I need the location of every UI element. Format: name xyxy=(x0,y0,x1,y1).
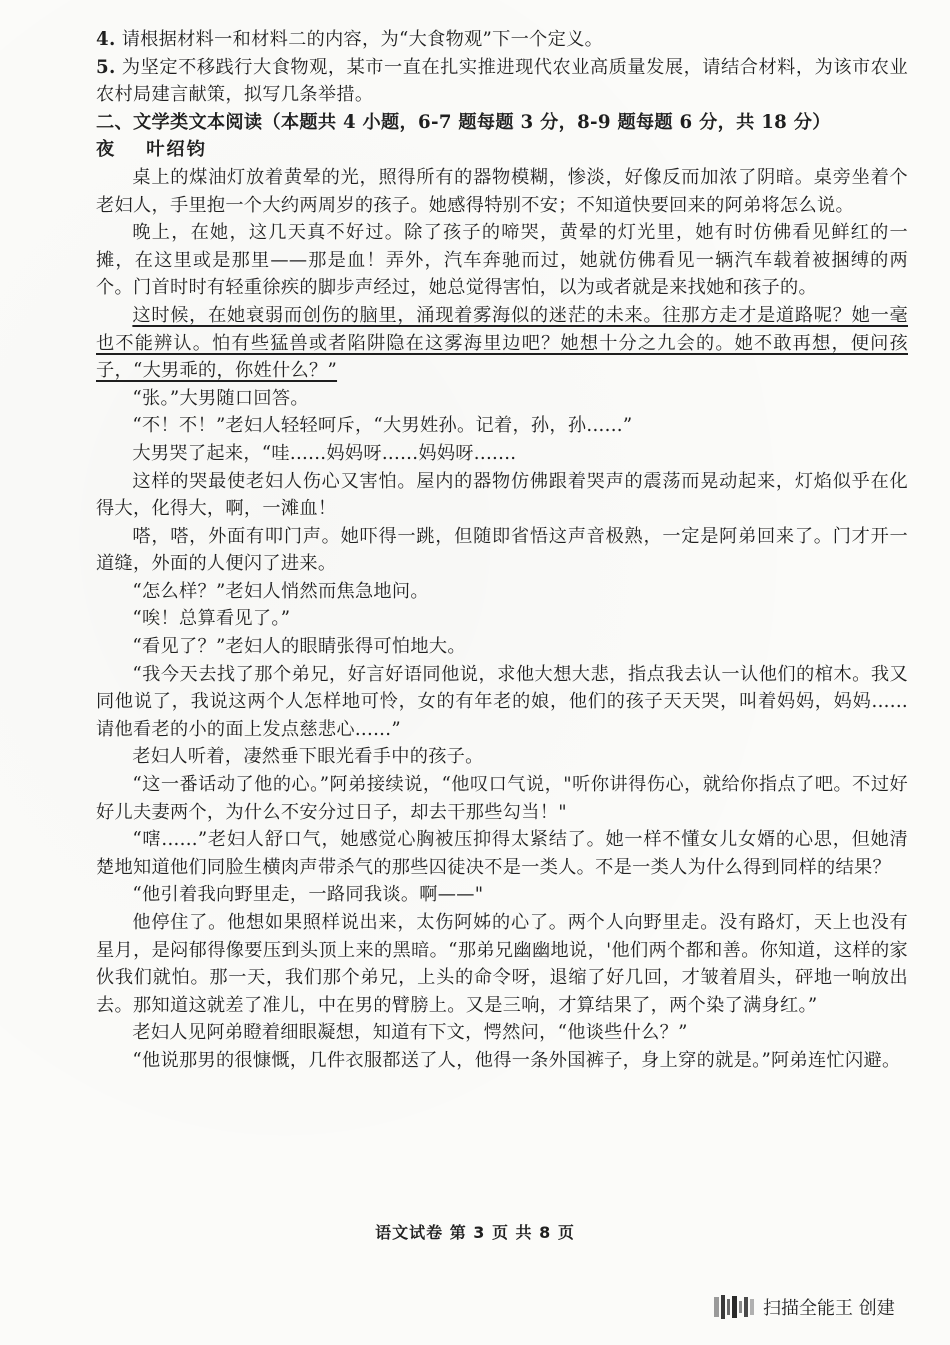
watermark-text: 扫描全能王 创建 xyxy=(763,1298,895,1319)
question-5-text: 为坚定不移践行大食物观，某市一直在扎实推进现代农业高质量发展，请结合材料，为该市农业农村局建言献策，拟写几条举措。 xyxy=(96,56,908,106)
story-paragraph-11: “看见了？”老妇人的眼睛张得可怕地大。 xyxy=(132,636,466,658)
camscanner-logo-icon xyxy=(713,1293,755,1321)
story-paragraph-15: “嗐......”老妇人舒口气，她感觉心胸被压抑得太紧结了。她一样不懂女儿女婿的心思，但她清楚地知道他们同脸生横肉声带杀气的那些囚徒决不是一类人。不是一类人为什么得到同样的结果？ xyxy=(96,829,908,878)
story-paragraph-14: “这一番话动了他的心。”阿弟接续说，“他叹口气说，"听你讲得伤心，就给你指点了吧。不过好好儿夫妻两个，为什么不安分过日子，却去干那些勾当！" xyxy=(96,774,908,823)
question-5-number: 5. xyxy=(96,56,116,78)
page-footer: 语文试卷 第 3 页 共 8 页 xyxy=(375,1223,575,1242)
story-paragraph-13: 老妇人听着，凄然垂下眼光看手中的孩子。 xyxy=(132,746,484,768)
story-title: 夜 xyxy=(96,139,119,161)
scanner-watermark xyxy=(713,1292,895,1322)
story-paragraph-17: 他停住了。他想如果照样说出来，太伤阿姊的心了。两个人向野里走。没有路灯，天上也没有星月，是闷郁得像要压到头顶上来的黑暗。“那弟兄幽幽地说，'他们两个都和善。你知道，这样的家伙我们就怕。那一天，我们那个弟兄，上头的命令呀，退缩了好几回，才皱着眉头，砰地一响放出去。那知道这就差了准儿，中在男的臂膀上。又是三响，才算结果了，两个染了满身红。” xyxy=(96,912,908,1016)
question-4 xyxy=(96,26,908,54)
story-paragraph-2: 晚上，在她，这几天真不好过。除了孩子的啼哭，黄晕的灯光里，她有时仿佛看见鲜红的一摊，在这里或是那里——那是血！弄外，汽车奔驰而过，她就仿佛看见一辆汽车载着被捆缚的两个。门首时时有轻重徐疾的脚步声经过，她总觉得害怕，以为或者就是来找她和孩子的。 xyxy=(96,222,908,299)
story-paragraph-6: 大男哭了起来，“哇......妈妈呀......妈妈呀....... xyxy=(132,442,517,464)
story-paragraph-18: 老妇人见阿弟瞪着细眼凝想，知道有下文，愕然问，“他谈些什么？” xyxy=(132,1022,688,1044)
story-paragraph-9: “怎么样？”老妇人悄然而焦急地问。 xyxy=(132,580,429,602)
story-paragraph-5: “不！不！”老妇人轻轻呵斥，“大男姓孙。记着，孙，孙......” xyxy=(132,415,633,437)
section-heading: 二、文学类文本阅读（本题共 4 小题，6-7 题每题 3 分，8-9 题每题 6 分，共 18 分） xyxy=(96,111,831,133)
question-5 xyxy=(96,54,908,109)
story-paragraph-16: “他引着我向野里走，一路同我谈。啊——" xyxy=(132,884,484,906)
story-author: 叶绍钧 xyxy=(146,139,207,161)
story-paragraph-4: “张。”大男随口回答。 xyxy=(132,387,309,409)
story-paragraph-12: “我今天去找了那个弟兄，好言好语同他说，求他大想大悲，指点我去认一认他们的棺木。我又同他说了，我说这两个人怎样地可怜，女的有年老的娘，他们的孩子天天哭，叫着妈妈，妈妈......请他看老的小的面上发点慈悲心......” xyxy=(96,663,908,740)
question-4-text: 请根据材料一和材料二的内容，为“大食物观”下一个定义。 xyxy=(121,29,604,50)
page-content xyxy=(96,26,908,1075)
story-paragraph-19: “他说那男的很慷慨，几件衣服都送了人，他得一条外国裤子，身上穿的就是。”阿弟连忙闪避。 xyxy=(132,1049,901,1071)
underlined-paragraph: 这时候，在她衰弱而创伤的脑里，涌现着雾海似的迷茫的未来。往那方走才是道路呢？她一毫也不能辨认。怕有些猛兽或者陷阱隐在这雾海里边吧？她想十分之九会的。她不敢再想，便问孩子，“大男乖的，你姓什么？” xyxy=(96,304,908,382)
story-paragraph-8: 嗒，嗒，外面有叩门声。她吓得一跳，但随即省悟这声音极熟，一定是阿弟回来了。门才开一道缝，外面的人便闪了进来。 xyxy=(96,525,908,575)
question-4-number: 4. xyxy=(96,29,116,50)
story-title-line xyxy=(96,136,908,164)
story-paragraph-10: “唉！总算看见了。” xyxy=(132,608,291,630)
story-paragraph-1: 桌上的煤油灯放着黄晕的光，照得所有的器物模糊，惨淡，好像反而加浓了阴暗。桌旁坐着个老妇人，手里抱一个大约两周岁的孩子。她感得特别不安；不知道快要回来的阿弟将怎么说。 xyxy=(96,166,908,216)
story-paragraph-7: 这样的哭最使老妇人伤心又害怕。屋内的器物仿佛跟着哭声的震荡而晃动起来，灯焰似乎在化得大，化得大，啊，一滩血！ xyxy=(96,470,908,520)
